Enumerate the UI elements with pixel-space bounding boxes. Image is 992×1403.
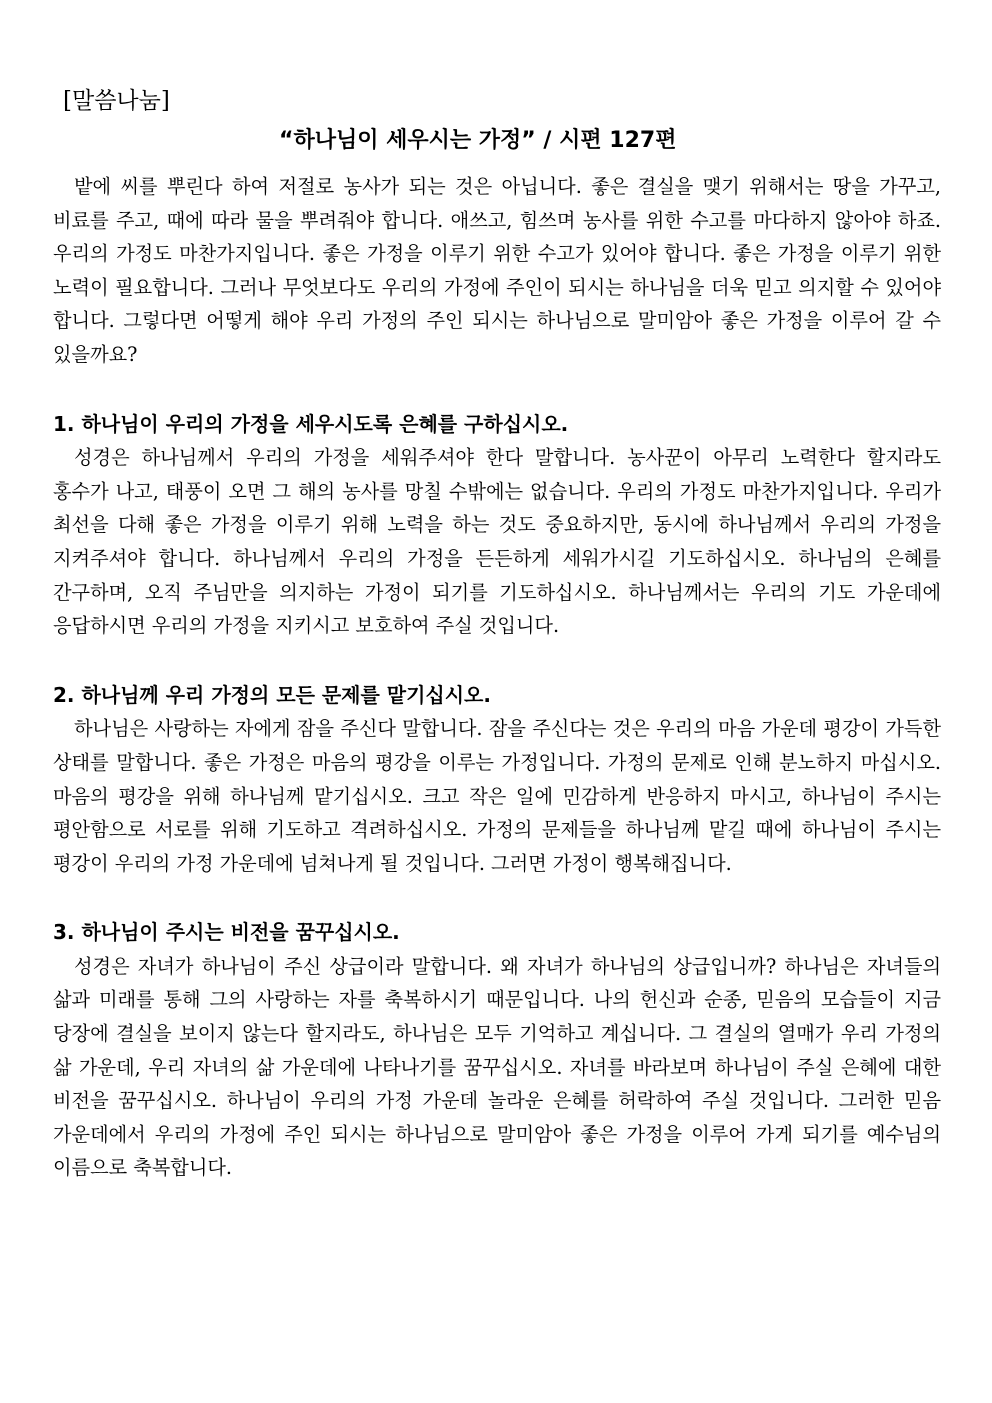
section-heading: 1. 하나님이 우리의 가정을 세우시도록 은혜를 구하십시오. — [53, 411, 569, 436]
section-body: 성경은 자녀가 하나님이 주신 상급이라 말합니다. 왜 자녀가 하나님의 상급입니까? 하나님은 자녀들의 삶과 미래를 통해 그의 사랑하는 자를 축복하시기 때문입니다. 나의 헌신과 순종, 믿음의 모습들이 지금 당장에 결실을 보이지 않는다 할지라도, 하나님은 모두 기억하고 계십니다. 그 결실의 열매가 우리 가정의 삶 가운데, 우리 자녀의 삶 가운데에 나타나기를 꿈꾸십시오. 자녀를 바라보며 하나님이 주실 은혜에 대한 비전을 꿈꾸십시오. 하나님이 우리의 가정 가운데 놀라운 은혜를 허락하여 주실 것입니다. 그러한 믿음 가운데에서 우리의 가정에 주인 되시는 하나님으로 말미암아 좋은 가정을 이루어 가게 되기를 예수님의 이름으로 축복합니다. — [53, 954, 941, 1180]
section-tag: [말씀나눔] — [63, 88, 170, 114]
section-3 — [53, 916, 941, 1185]
section-2 — [53, 679, 941, 881]
sermon-title: “하나님이 세우시는 가정” / 시편 127편 — [279, 128, 677, 153]
section-body: 하나님은 사랑하는 자에게 잠을 주신다 말합니다. 잠을 주신다는 것은 우리의 마음 가운데 평강이 가득한 상태를 말합니다. 좋은 가정은 마음의 평강을 이루는 가정입니다. 가정의 문제로 인해 분노하지 마십시오. 마음의 평강을 위해 하나님께 맡기십시오. 크고 작은 일에 민감하게 반응하지 마시고, 하나님이 주시는 평안함으로 서로를 위해 기도하고 격려하십시오. 가정의 문제들을 하나님께 맡길 때에 하나님이 주시는 평강이 우리의 가정 가운데에 넘쳐나게 될 것입니다. 그러면 가정이 행복해집니다. — [53, 717, 941, 875]
section-body: 성경은 하나님께서 우리의 가정을 세워주셔야 한다 말합니다. 농사꾼이 아무리 노력한다 할지라도 홍수가 나고, 태풍이 오면 그 해의 농사를 망칠 수밖에는 없습니다. 우리의 가정도 마찬가지입니다. 우리가 최선을 다해 좋은 가정을 이루기 위해 노력을 하는 것도 중요하지만, 동시에 하나님께서 우리의 가정을 지켜주셔야 합니다. 하나님께서 우리의 가정을 든든하게 세워가시길 기도하십시오. 하나님의 은혜를 간구하며, 오직 주님만을 의지하는 가정이 되기를 기도하십시오. 하나님께서는 우리의 기도 가운데에 응답하시면 우리의 가정을 지키시고 보호하여 주실 것입니다. — [53, 446, 941, 638]
section-1 — [53, 408, 941, 643]
section-heading: 2. 하나님께 우리 가정의 모든 문제를 맡기십시오. — [53, 682, 491, 707]
section-heading: 3. 하나님이 주시는 비전을 꿈꾸십시오. — [53, 920, 400, 945]
document-page — [53, 86, 941, 1185]
intro-paragraph: 밭에 씨를 뿌린다 하여 저절로 농사가 되는 것은 아닙니다. 좋은 결실을 맺기 위해서는 땅을 가꾸고, 비료를 주고, 때에 따라 물을 뿌려줘야 합니다. 애쓰고, 힘쓰며 농사를 위한 수고를 마다하지 않아야 하죠. 우리의 가정도 마찬가지입니다. 좋은 가정을 이루기 위한 수고가 있어야 합니다. 좋은 가정을 이루기 위한 노력이 필요합니다. 그러나 무엇보다도 우리의 가정에 주인이 되시는 하나님을 더욱 믿고 의지할 수 있어야 합니다. 그렇다면 어떻게 해야 우리 가정의 주인 되시는 하나님으로 말미암아 좋은 가정을 이루어 갈 수 있을까요? — [53, 175, 941, 366]
